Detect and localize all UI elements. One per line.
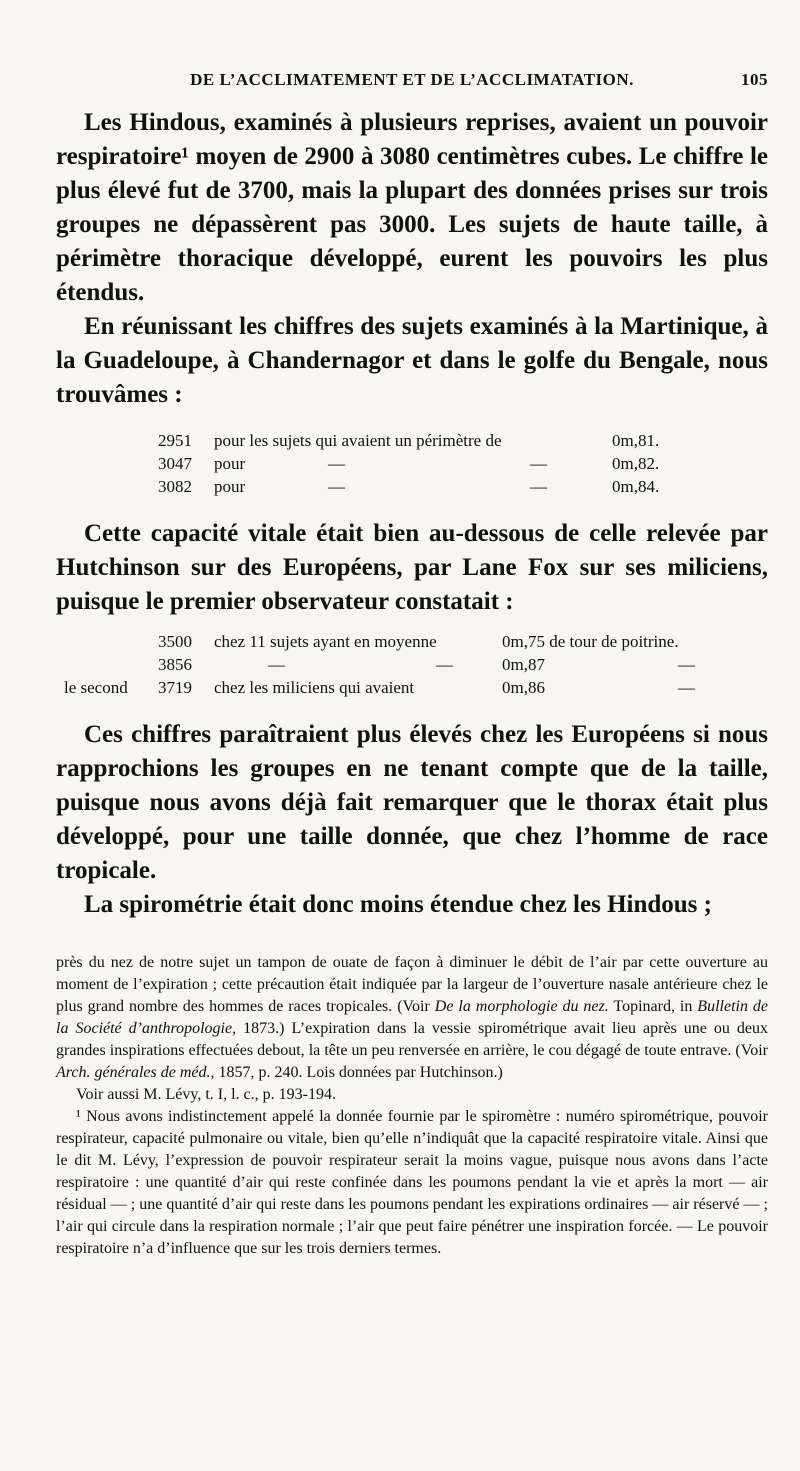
table-cell-value: 3500 [158, 632, 192, 651]
table-cell-text: pour [214, 454, 246, 473]
spirometry-table-european [56, 631, 768, 700]
paragraph-spirometrie: La spirométrie était donc moins étendue chez les Hindous ; [84, 891, 712, 918]
table-cell-ditto: — [328, 454, 345, 473]
footnote-1: ¹ Nous avons indistinctement appelé la donnée fournie par le spiromètre : numéro spirométrique, pouvoir respirateur, capacité pulmonaire ou vitale, bien qu’elle n’indiquât que la capacité respiratoire vitale. Ainsi que le dit M. Lévy, l’expression de pouvoir respirateur serait la moins vague, puisque nous avons dans l’acte respiratoire : une quantité d’air qui reste confinée dans les poumons pendant la vie et après la mort — air résidual — ; une quantité d’air qui reste dans les poumons pendant les expirations ordinaires — air réservé — ; l’air qui circule dans la respiration normale ; l’air que peut faire pénétrer une inspiration forcée. — Le pouvoir respiratoire n’a d’influence que sur les trois derniers termes. [56, 1108, 768, 1257]
table-cell-value: 3047 [158, 454, 192, 473]
table-cell-value: 3082 [158, 477, 192, 496]
table-cell-measure: 0m,86 [502, 678, 545, 697]
table-cell-measure: 0m,81. [612, 431, 660, 450]
table-cell-measure: 0m,75 de tour de poitrine. [502, 632, 679, 651]
table-cell-ditto: — [436, 655, 453, 674]
page-number: 105 [741, 70, 768, 89]
paragraph-chiffres: Ces chiffres paraîtraient plus élevés chez les Européens si nous rapprochions les groupes en ne tenant compte que de la taille, puisque nous avons déjà fait remarquer que le thorax était plus développé, pour une taille donnée, que chez l’homme de race tropicale. [56, 721, 768, 884]
table-cell-text: chez les miliciens qui avaient [214, 678, 415, 697]
table-cell-ditto: — [328, 477, 345, 496]
table-row [56, 430, 768, 453]
table-cell-ditto: — [530, 477, 547, 496]
table-cell-ditto: — [268, 655, 285, 674]
table-cell-measure: 0m,82. [612, 454, 660, 473]
paragraph-capacite: Cette capacité vitale était bien au-dessous de celle relevée par Hutchinson sur des Européens, par Lane Fox sur ses miliciens, puisque le premier observateur constatait : [56, 520, 768, 615]
footnote-continued: près du nez de notre sujet un tampon de ouate de façon à diminuer le débit de l’air par cette ouverture au moment de l’expiration ; cette précaution était indiquée par la largeur de l’ouverture nasale antérieure chez le plus grand nombre des hommes de races tropicales. (Voir De la morphologie du nez. Topinard, in Bulletin de la Société d’anthropologie, 1873.) L’expiration dans la vessie spirométrique avait lieu après une ou deux grandes inspirations effectuées debout, la tête un peu renversée en arrière, le cou dégagé de toute entrave. (Voir Arch. générales de méd., 1857, p. 240. Lois données par Hutchinson.) [56, 954, 769, 1081]
table-cell-prefix: le second [64, 678, 128, 697]
footnote-levy: Voir aussi M. Lévy, t. I, l. c., p. 193-194. [76, 1086, 336, 1103]
table-cell-ditto: — [678, 655, 695, 674]
table-cell-text: pour les sujets qui avaient un périmètre de [214, 431, 502, 450]
spirometry-table-tropical [56, 430, 768, 499]
footnotes [56, 952, 768, 1260]
running-title: DE L’ACCLIMATEMENT ET DE L’ACCLIMATATION. [190, 70, 634, 89]
table-cell-ditto: — [530, 454, 547, 473]
table-cell-value: 3719 [158, 678, 192, 697]
table-row [56, 654, 768, 677]
paragraph-hindous: Les Hindous, examinés à plusieurs reprises, avaient un pouvoir respiratoire¹ moyen de 2900 à 3080 centimètres cubes. Le chiffre le plus élevé fut de 3700, mais la plupart des données prises sur trois groupes ne dépassèrent pas 3000. Les sujets de haute taille, à périmètre thoracique développé, eurent les pouvoirs les plus étendus. [56, 109, 768, 306]
table-cell-value: 2951 [158, 431, 192, 450]
paragraph-reunissant: En réunissant les chiffres des sujets examinés à la Martinique, à la Guadeloupe, à Chandernagor et dans le golfe du Bengale, nous trouvâmes : [56, 313, 768, 408]
table-cell-text: chez 11 sujets ayant en moyenne [214, 632, 437, 651]
table-cell-measure: 0m,84. [612, 477, 660, 496]
table-row [56, 453, 768, 476]
table-row [56, 677, 768, 700]
table-cell-text: pour [214, 477, 246, 496]
main-text [56, 106, 768, 922]
running-header [56, 64, 768, 94]
table-row [56, 476, 768, 499]
table-cell-measure: 0m,87 [502, 655, 545, 674]
table-row [56, 631, 768, 654]
table-cell-ditto: — [678, 678, 695, 697]
table-cell-value: 3856 [158, 655, 192, 674]
